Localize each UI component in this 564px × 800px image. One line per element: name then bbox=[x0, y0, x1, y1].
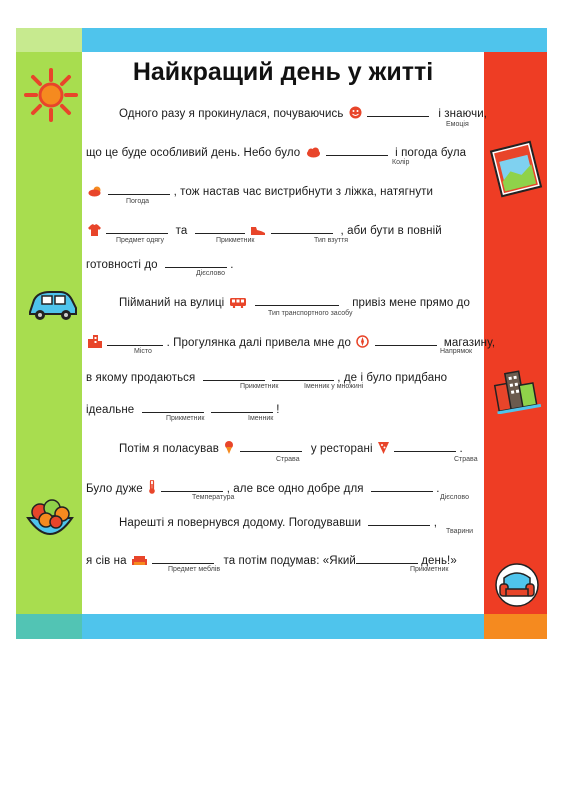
animals-blank[interactable] bbox=[368, 514, 430, 526]
bottom-band-left bbox=[16, 614, 82, 639]
story-line-2: що це буде особливий день. Небо було і погода була bbox=[86, 144, 466, 159]
direction-blank[interactable] bbox=[375, 334, 437, 346]
fruit-bowl-sticker bbox=[22, 492, 78, 544]
adjective3-blank[interactable] bbox=[142, 401, 204, 413]
place-label: Місто bbox=[134, 348, 152, 355]
sun-sticker bbox=[24, 68, 78, 122]
adjective2-label: Прикметник bbox=[240, 383, 279, 390]
verb1-label: Дієслово bbox=[196, 270, 225, 277]
furniture-blank[interactable] bbox=[152, 552, 214, 564]
car-sticker bbox=[26, 286, 80, 324]
shoe-type-blank[interactable] bbox=[271, 222, 333, 234]
dish2-label: Страва bbox=[454, 456, 478, 463]
window-sticker bbox=[488, 140, 544, 198]
dish-blank[interactable] bbox=[240, 440, 302, 452]
verb2-label: Дієслово bbox=[440, 494, 469, 501]
animals-label: Тварини bbox=[446, 528, 474, 535]
sofa-icon bbox=[132, 556, 147, 566]
building-icon bbox=[88, 335, 102, 348]
story-line-3: , тож настав час вистрибнути з ліжка, натягнути bbox=[86, 183, 433, 198]
bus-icon bbox=[230, 298, 246, 308]
adjective4-blank[interactable] bbox=[356, 552, 418, 564]
verb1-blank[interactable] bbox=[165, 256, 227, 268]
transport-label: Тип транспортного засобу bbox=[268, 310, 353, 317]
right-column bbox=[484, 52, 547, 614]
top-band-left bbox=[16, 28, 82, 52]
compass-icon bbox=[356, 335, 369, 348]
story-line-12: Нарешті я повернувся додому. Погодувавши , bbox=[119, 514, 437, 529]
cloud-sun-icon bbox=[88, 185, 103, 197]
bottom-band-right bbox=[484, 614, 547, 639]
page-title: Найкращий день у житті bbox=[132, 58, 434, 86]
story-line-13: я сів на та потім подумав: «Який день!» bbox=[86, 552, 457, 567]
story-line-4: та , аби бути в повній bbox=[86, 222, 442, 237]
smiley-icon bbox=[349, 106, 362, 119]
cloud-icon bbox=[306, 147, 321, 158]
temperature-label: Температура bbox=[192, 494, 235, 501]
plural-noun-blank[interactable] bbox=[272, 369, 334, 381]
cake-icon bbox=[224, 441, 234, 454]
bottom-band-center bbox=[82, 614, 484, 639]
clothing-label: Предмет одягу bbox=[116, 237, 165, 244]
clothing-blank[interactable] bbox=[106, 222, 168, 234]
weather-blank[interactable] bbox=[108, 183, 170, 195]
adjective3-label: Прикметник bbox=[166, 415, 205, 422]
place-blank[interactable] bbox=[107, 334, 163, 346]
top-band-right bbox=[484, 28, 547, 52]
transport-blank[interactable] bbox=[255, 294, 339, 306]
shoe-type-label: Тип взуття bbox=[314, 237, 349, 244]
story-line-11: Було дуже , але все одно добре для . bbox=[86, 480, 440, 495]
story-line-8: в якому продаються , де і було придбано bbox=[86, 369, 447, 384]
story-line-1: Одного разу я прокинулася, почуваючись і знаючи, bbox=[119, 105, 487, 120]
pizza-icon bbox=[378, 442, 389, 454]
verb2-blank[interactable] bbox=[371, 480, 433, 492]
dish2-blank[interactable] bbox=[394, 440, 456, 452]
dish-label: Страва bbox=[276, 456, 300, 463]
plural-noun-label: Іменник у множині bbox=[304, 383, 364, 390]
armchair-sticker bbox=[492, 562, 542, 608]
emotion-label: Емоція bbox=[446, 121, 469, 128]
adjective1-label: Прикметник bbox=[216, 237, 255, 244]
furniture-label: Предмет меблів bbox=[168, 566, 221, 573]
adjective2-blank[interactable] bbox=[203, 369, 265, 381]
story-line-6: Пійманий на вулиці привіз мене прямо до bbox=[119, 294, 470, 309]
weather-label: Погода bbox=[126, 198, 150, 205]
temperature-blank[interactable] bbox=[161, 480, 223, 492]
top-band-center bbox=[82, 28, 484, 52]
shoe-icon bbox=[250, 226, 266, 236]
thermometer-icon bbox=[148, 480, 156, 494]
direction-label: Напрямок bbox=[440, 348, 473, 355]
story-line-5: готовності до . bbox=[86, 256, 234, 271]
adjective1-blank[interactable] bbox=[195, 222, 245, 234]
shirt-icon bbox=[88, 224, 101, 236]
city-sticker bbox=[490, 368, 542, 414]
noun-label: Іменник bbox=[248, 415, 274, 422]
story-line-9: ідеальне ! bbox=[86, 401, 280, 416]
noun-blank[interactable] bbox=[211, 401, 273, 413]
story-line-7: . Прогулянка далі привела мне до магазину, bbox=[86, 334, 495, 349]
emotion-blank[interactable] bbox=[367, 105, 429, 117]
color-blank[interactable] bbox=[326, 144, 388, 156]
color-label: Колір bbox=[392, 159, 410, 166]
story-line-10: Потім я поласував у ресторані . bbox=[119, 440, 463, 455]
adjective4-label: Прикметник bbox=[410, 566, 449, 573]
